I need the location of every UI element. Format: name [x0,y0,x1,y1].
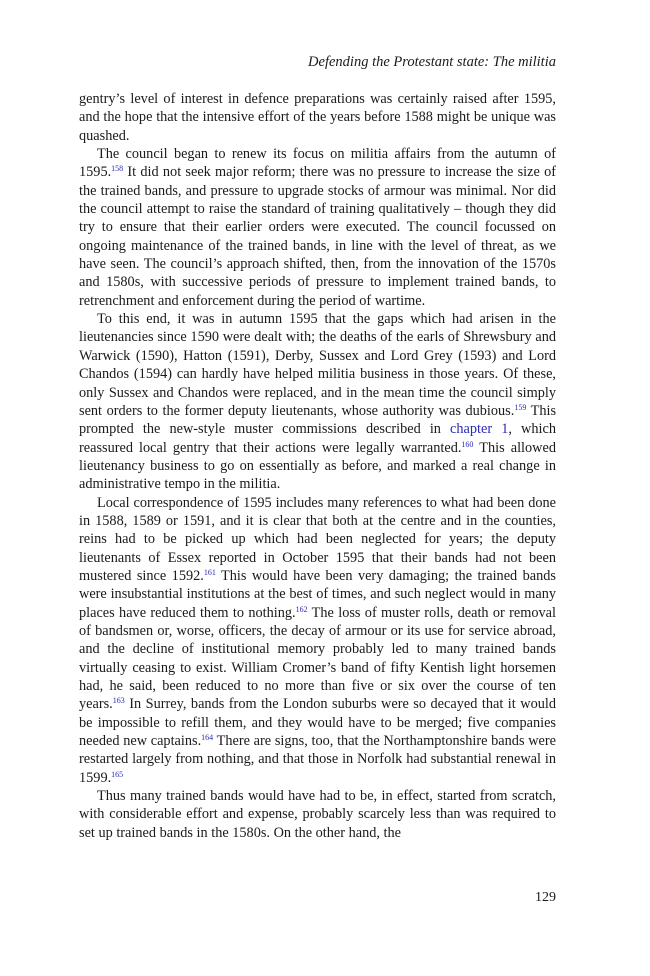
paragraph-2-text-b: It did not seek major reform; there was no pressure to increase the size of the trained bands, and pressure to upgrade stocks of armour was minimal. Nor did the council attempt to raise the standard of training qualitatively – though they did try to ensure that their earlier orders were executed. The council focussed on ongoing maintenance of the trained bands, in line with the level of threat, as we have seen. The council’s approach shifted, then, from the innovation of the 1570s and 1580s, with successive periods of pressure to implement trained bands, to retrenchment and enforcement during the period of wartime. [79,164,556,309]
paragraph-3-text-c: , which reassured local gentry that their actions were legally warranted. [79,421,556,456]
paragraph-3-text-d: This allowed lieutenancy business to go on essentially as before, and marked a real change in administrative tempo in the militia. [79,439,556,493]
footnote-ref-158[interactable]: 158 [111,164,124,174]
running-header: Defending the Protestant state: The militia [308,54,556,70]
paragraph-4-text-c: The loss of muster rolls, death or removal of bandsmen or, worse, officers, the decay of armour or its use for service abroad, and the decline of institutional memory probably led to many trained bands virtually ceasing to exist. William Cromer’s band of fifty Kentish light horsemen had, he said, been reduced to no more than five or six over the course of ten years. [79,604,556,713]
paragraph-4-text-e: There are signs, too, that the Northamptonshire bands were restarted largely from nothing, and that those in Norfolk had substantial renewal in 1599. [79,733,556,786]
page-number: 129 [535,890,556,905]
footnote-ref-165[interactable]: 165 [111,769,124,779]
footnote-ref-160[interactable]: 160 [461,439,474,449]
paragraph-4-text-a: Local correspondence of 1595 includes many references to what had been done in 1588, 1589 or 1591, and it is clear that both at the centre and in the counties, reins had to be picked up which had been neglected for years; the deputy lieutenants of Essex reported in October 1595 that their bands had not been mustered since 1592. [79,494,556,584]
paragraph-3 [79,310,556,493]
footnote-ref-162[interactable]: 162 [295,604,308,614]
footnote-ref-163[interactable]: 163 [112,696,125,706]
paragraph-2 [79,145,556,310]
footnote-ref-161[interactable]: 161 [203,567,216,577]
paragraph-4 [79,494,556,788]
paragraph-5-text: Thus many trained bands would have had to be, in effect, started from scratch, with considerable effort and expense, probably scarcely less than was required to set up trained bands in the 1580s. On the other hand, the [79,788,556,841]
chapter-1-link[interactable]: chapter 1 [450,421,509,438]
footnote-ref-164[interactable]: 164 [201,733,214,743]
paragraph-2-text-a: The council began to renew its focus on militia affairs from the autumn of 1595. [79,146,556,181]
paragraph-4-text-b: This would have been very damaging; the trained bands were insubstantial institutions at the best of times, and such neglect would in many places have reduced them to nothing. [79,567,556,621]
paragraph-1-text: gentry’s level of interest in defence preparations was certainly raised after 1595, and the hope that the intensive effort of the years before 1588 might be unique was quashed. [79,91,556,144]
body-text [79,90,556,842]
paragraph-3-text-a: To this end, it was in autumn 1595 that the gaps which had arisen in the lieutenancies since 1590 were dealt with; the deaths of the earls of Shrewsbury and Warwick (1590), Hatton (1591), Derby, Sussex and Lord Grey (1593) and Lord Chandos (1594) can hardly have helped militia business in those years. Of these, only Sussex and Chandos were replaced, and in the mean time the council simply sent orders to the former deputy lieutenants, whose authority was dubious. [79,311,556,419]
paragraph-3-text-b: This prompted the new-style muster commissions described in [79,402,557,438]
paragraph-5 [79,787,556,842]
paragraph-1 [79,90,556,145]
footnote-ref-159[interactable]: 159 [514,402,527,412]
paragraph-4-text-d: In Surrey, bands from the London suburbs were so decayed that it would be impossible to refill them, and they would have to be merged; five companies needed new captains. [79,696,556,750]
